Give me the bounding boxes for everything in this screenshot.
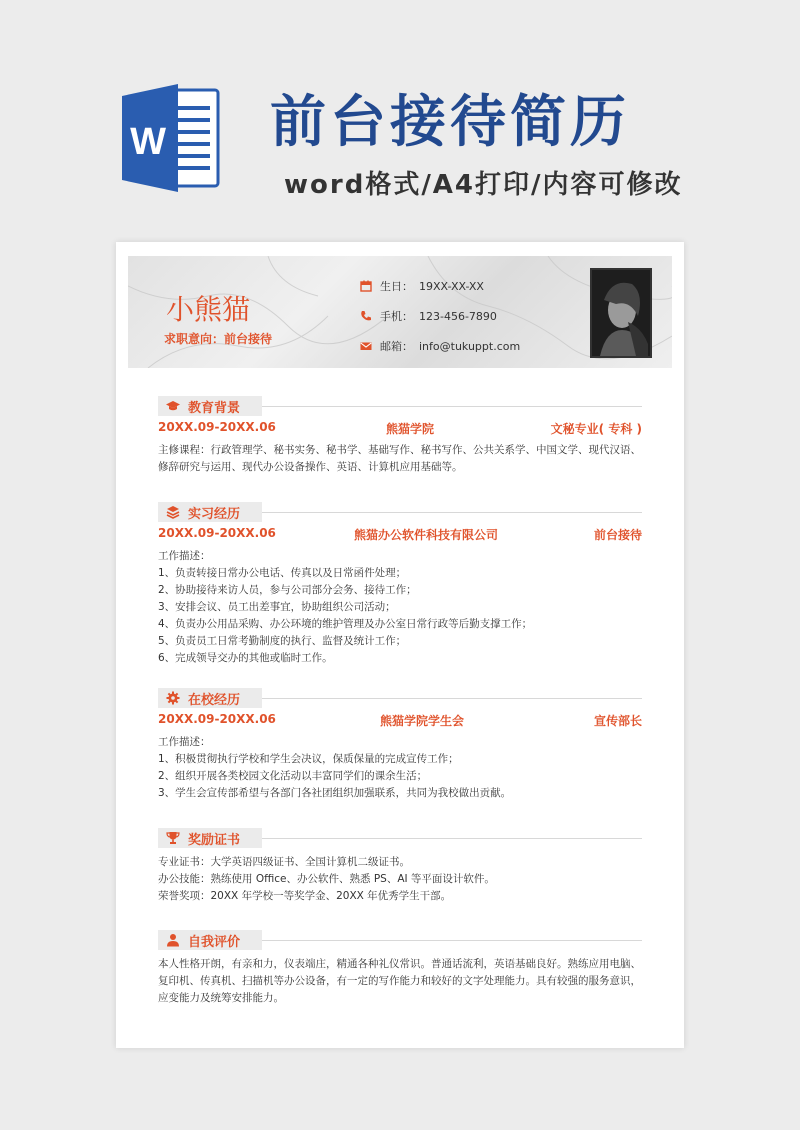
resume-page: [116, 242, 684, 1048]
banner: [0, 0, 800, 240]
list-item: 1、负责转接日常办公电话、传真以及日常函件处理；: [158, 567, 407, 579]
person-icon: [166, 933, 180, 947]
section-title: 教育背景: [188, 400, 241, 416]
trophy-icon: [166, 831, 180, 845]
list-item: 3、安排会议、员工出差事宜，协助组织公司活动；: [158, 601, 396, 613]
section-education: [158, 396, 642, 476]
contact-label: 手机：: [380, 310, 413, 323]
list-item: 4、负责办公用品采购、办公环境的维护管理及办公室日常行政等后勤支撑工作；: [158, 618, 533, 630]
section-divider: [262, 406, 642, 407]
education-major: 文秘专业( 专科 ): [550, 422, 642, 436]
education-school: 熊猫学院: [386, 422, 435, 436]
education-courses-block: [158, 442, 642, 476]
education-summary: [158, 418, 642, 438]
section-header: [158, 502, 642, 524]
section-title: 在校经历: [188, 692, 241, 708]
self-eval-block: [158, 956, 642, 1007]
banner-title: 前台接待简历: [270, 90, 630, 155]
list-item: 2、组织开展各类校园文化活动以丰富同学们的课余生活；: [158, 770, 428, 782]
campus-desc: [158, 734, 642, 802]
section-header: [158, 930, 642, 952]
section-divider: [262, 512, 642, 513]
contact-value: 123-456-7890: [419, 309, 497, 323]
list-item: 2、协助接待来访人员，参与公司部分会务、接待工作；: [158, 584, 417, 596]
gear-icon: [166, 691, 180, 705]
section-divider: [262, 838, 642, 839]
contact-label: 邮箱：: [380, 340, 413, 353]
graduation-cap-icon: [166, 399, 180, 413]
list-item: 1、积极贯彻执行学校和学生会决议，保质保量的完成宣传工作；: [158, 753, 459, 765]
list-item: 5、负责员工日常考勤制度的执行、监督及统计工作；: [158, 635, 407, 647]
campus-role: 宣传部长: [593, 714, 642, 728]
internship-summary: [158, 524, 642, 544]
campus-summary: [158, 710, 642, 730]
contact-label: 生日：: [380, 280, 413, 293]
list-item: 办公技能：熟练使用 Office、办公软件、熟悉 PS、AI 等平面设计软件。: [158, 873, 495, 885]
section-header: [158, 396, 642, 418]
section-tag: [158, 396, 262, 416]
contact-birthday: [360, 278, 484, 294]
education-date: 20XX.09-20XX.06: [158, 420, 276, 434]
stack-icon: [166, 505, 180, 519]
list-item: 荣誉奖项：20XX 年学校一等奖学金、20XX 年优秀学生干部。: [158, 890, 452, 902]
awards-list: [158, 854, 642, 905]
section-title: 自我评价: [188, 934, 241, 950]
desc-label: 工作描述：: [158, 550, 211, 562]
section-divider: [262, 698, 642, 699]
self-eval-text: 本人性格开朗，有亲和力，仪表端庄，精通各种礼仪常识。普通话流利，英语基础良好。熟练应用电脑、复印机、传真机、扫描机等办公设备，有一定的写作能力和较好的文字处理能力。具有较强的服务意识，应变能力及统筹安排能力。: [158, 958, 641, 1004]
internship-desc: [158, 548, 642, 667]
section-header: [158, 828, 642, 850]
section-tag: [158, 828, 262, 848]
contact-phone: [360, 308, 497, 324]
list-item: 6、完成领导交办的其他或临时工作。: [158, 652, 333, 664]
section-awards: [158, 828, 642, 905]
section-tag: [158, 688, 262, 708]
education-courses: 主修课程：行政管理学、秘书实务、秘书学、基础写作、秘书写作、公共关系学、中国文学、现代汉语、修辞研究与运用、现代办公设备操作、英语、计算机应用基础等。: [158, 444, 641, 473]
section-self-eval: [158, 930, 642, 1007]
section-campus: [158, 688, 642, 802]
contact-value: 19XX-XX-XX: [419, 279, 484, 293]
section-header: [158, 688, 642, 710]
candidate-name: 小熊猫: [166, 293, 251, 326]
section-tag: [158, 930, 262, 950]
svg-text:W: W: [130, 121, 166, 163]
internship-date: 20XX.09-20XX.06: [158, 526, 276, 540]
section-internship: [158, 502, 642, 667]
section-divider: [262, 940, 642, 941]
phone-icon: [360, 310, 372, 322]
list-item: 3、学生会宣传部希望与各部门各社团组织加强联系，共同为我校做出贡献。: [158, 787, 512, 799]
banner-subtitle: word格式/A4打印/内容可修改: [284, 170, 683, 200]
contact-value: info@tukuppt.com: [419, 339, 521, 353]
job-intention: 求职意向：前台接待: [164, 332, 273, 346]
list-item: 专业证书：大学英语四级证书、全国计算机二级证书。: [158, 856, 410, 868]
mail-icon: [360, 340, 372, 352]
campus-date: 20XX.09-20XX.06: [158, 712, 276, 726]
contact-email: [360, 338, 520, 354]
desc-label: 工作描述：: [158, 736, 211, 748]
calendar-icon: [360, 280, 372, 292]
resume-header: [128, 256, 672, 368]
section-tag: [158, 502, 262, 522]
section-title: 实习经历: [188, 506, 241, 522]
campus-org: 熊猫学院学生会: [380, 714, 465, 728]
internship-role: 前台接待: [593, 528, 642, 542]
section-title: 奖励证书: [188, 832, 241, 848]
profile-photo: [590, 268, 652, 358]
internship-company: 熊猫办公软件科技有限公司: [354, 528, 499, 542]
word-icon: [118, 82, 226, 194]
